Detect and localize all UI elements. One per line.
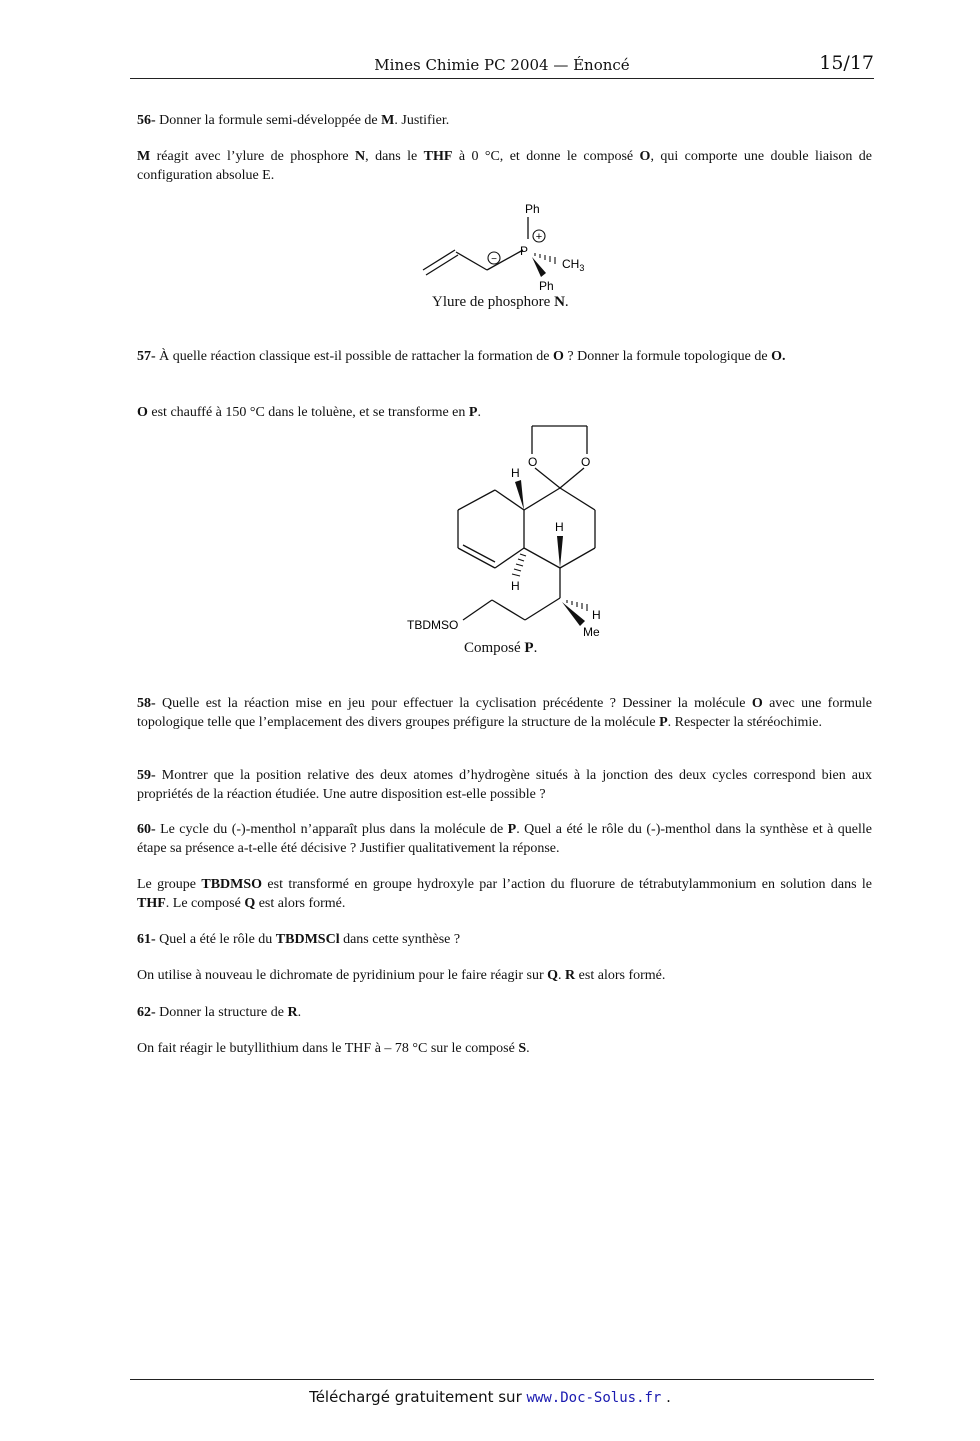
question-text-end: . Justifier. <box>394 113 450 128</box>
text: On fait réagir le butyllithium dans le THF à – 78 °C sur le composé <box>137 1041 519 1056</box>
question-number: 62- <box>137 1005 156 1020</box>
compound-label: P <box>468 405 478 420</box>
question-number: 56- <box>137 113 156 128</box>
compound-label: O. <box>771 349 786 364</box>
ylure-caption <box>432 294 569 311</box>
footer-link[interactable]: www.Doc-Solus.fr <box>526 1390 662 1406</box>
text: Le groupe <box>137 877 202 892</box>
question-number: 60- <box>137 822 156 837</box>
text: On utilise à nouveau le dichromate de pyridinium pour le faire réagir sur <box>137 968 548 983</box>
reagent-label: TBDMSCl <box>275 932 340 947</box>
text: . <box>297 1005 302 1020</box>
caption-end: . <box>564 294 569 310</box>
phenyl-bottom: Ph <box>539 279 554 293</box>
compound-p-structure <box>400 420 620 642</box>
compound-label: M <box>381 113 395 128</box>
compound-p-caption <box>464 640 537 657</box>
question-58 <box>137 694 872 732</box>
text: , dans le <box>365 149 424 164</box>
question-62 <box>137 1003 872 1022</box>
question-number: 61- <box>137 932 156 947</box>
compound-label: O <box>552 349 564 364</box>
paragraph-tbdmso <box>137 875 872 913</box>
caption-text: Composé <box>464 640 525 656</box>
hashed-bond <box>535 253 555 264</box>
page-footer <box>0 1388 980 1406</box>
ylure-structure <box>415 195 615 295</box>
caption-end: . <box>533 640 538 656</box>
compound-label: N <box>355 149 366 164</box>
question-text: Donner la formule semi-développée de <box>155 113 382 128</box>
text: Montrer que la position relative des deux atomes d’hydrogène situés à la jonction des deux cycles correspond bien aux propriétés de la réaction étudiée. Une autre disposition est-elle possible ? <box>137 768 872 802</box>
question-number: 58- <box>137 696 156 711</box>
question-60 <box>137 820 872 858</box>
text: est transformé en groupe hydroxyle par l’action du fluorure de tétrabutylammonium en solution dans le <box>262 877 872 892</box>
paragraph-butyllithium <box>137 1039 872 1058</box>
wedge-bond <box>557 536 563 568</box>
caption-label: N <box>554 294 565 310</box>
compound-label: O <box>639 149 651 164</box>
paragraph-m-reaction <box>137 147 872 185</box>
oxygen-atom-left: O <box>528 455 538 469</box>
text: . Le composé <box>165 896 245 911</box>
text: . Respecter la stéréochimie. <box>667 715 822 730</box>
caption-label: P <box>524 640 534 656</box>
text: . <box>526 1041 530 1056</box>
hydrogen-atom: H <box>592 608 601 622</box>
question-number: 57- <box>137 349 156 364</box>
compound-label: Q <box>547 968 559 983</box>
text: , qui comporte une double liaison de configuration absolue E. <box>137 149 873 183</box>
text: À quelle réaction classique est-il possible de rattacher la formation de <box>155 349 553 364</box>
hydrogen-atom: H <box>555 520 564 534</box>
tbdmso-group: TBDMSO <box>407 618 459 632</box>
minus-sign: − <box>491 254 497 265</box>
compound-label: R <box>287 1005 298 1020</box>
page-header <box>130 52 874 79</box>
text: est alors formé. <box>255 896 346 911</box>
compound-label: O <box>751 696 763 711</box>
footer-text: Téléchargé gratuitement sur <box>309 1388 527 1406</box>
text: réagit avec l’ylure de phosphore <box>150 149 356 164</box>
group-label: TBDMSO <box>201 877 263 892</box>
methyl-group: $CH_3$ <box>562 257 585 273</box>
text: Quel a été le rôle du <box>155 932 276 947</box>
compound-label: P <box>507 822 517 837</box>
compound-label: M <box>137 149 151 164</box>
text: Le cycle du (-)-menthol n’apparaît plus dans la molécule de <box>155 822 508 837</box>
methyl-group: Me <box>583 625 600 639</box>
compound-label: P <box>659 715 668 730</box>
footer-end: . <box>661 1388 671 1406</box>
text: ? Donner la formule topologique de <box>563 349 772 364</box>
phenyl-top: Ph <box>525 202 540 216</box>
text: à 0 °C, et donne le composé <box>452 149 640 164</box>
question-number: 59- <box>137 768 156 783</box>
hashed-bond <box>512 554 526 576</box>
solvent-label: THF <box>137 896 166 911</box>
text: dans cette synthèse ? <box>339 932 461 947</box>
solvent-label: THF <box>423 149 453 164</box>
paragraph-q-reaction <box>137 966 872 985</box>
header-title: Mines Chimie PC 2004 — Énoncé <box>374 56 630 74</box>
compound-label: R <box>565 968 576 983</box>
question-61 <box>137 930 872 949</box>
question-59 <box>137 766 872 804</box>
text: . <box>477 405 481 420</box>
hydrogen-atom: H <box>511 579 520 593</box>
phosphorus-atom: P <box>520 244 529 258</box>
question-57 <box>137 347 872 366</box>
text: . <box>558 968 566 983</box>
compound-label: S <box>518 1041 527 1056</box>
text: est chauffé à 150 °C dans le toluène, et se transforme en <box>147 405 469 420</box>
text: avec une formule topologique telle que l’emplacement des divers groupes préfigure la structure de la molécule <box>137 696 872 730</box>
caption-text: Ylure de phosphore <box>432 294 555 310</box>
plus-sign: + <box>535 231 543 243</box>
text: est alors formé. <box>575 968 666 983</box>
hydrogen-atom: H <box>511 466 520 480</box>
compound-label: O <box>137 405 148 420</box>
footer-divider <box>130 1379 874 1380</box>
text: . Quel a été le rôle du (-)-menthol dans la synthèse et à quelle étape sa présence a-t-elle été décisive ? Justifier qualitativement la réponse. <box>137 822 873 856</box>
compound-label: Q <box>244 896 256 911</box>
oxygen-atom-right: O <box>581 455 591 469</box>
wedge-bond <box>532 257 546 277</box>
text: Donner la structure de <box>155 1005 288 1020</box>
question-56 <box>137 111 872 130</box>
text: Quelle est la réaction mise en jeu pour effectuer la cyclisation précédente ? Dessiner la molécule <box>155 696 752 711</box>
page-number: 15/17 <box>819 52 874 74</box>
